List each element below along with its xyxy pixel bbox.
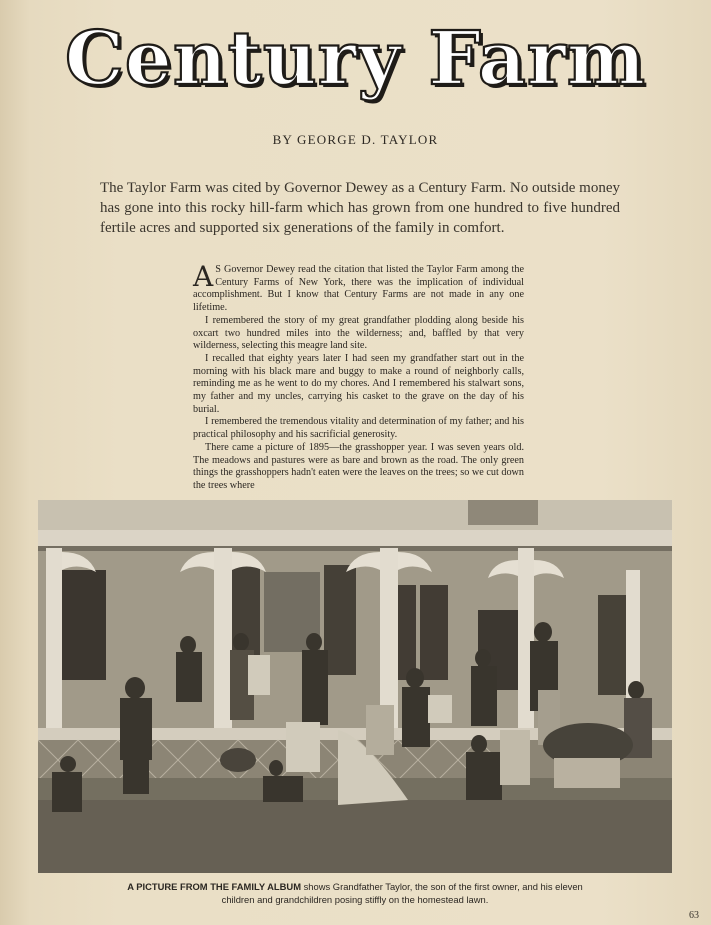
- body-paragraph: I remembered the tremendous vitality and determination of my father; and his practical philosophy and his sacrificial generosity.: [193, 416, 524, 441]
- body-paragraph: I recalled that eighty years later I had seen my grandfather start out in the morning with his black mare and buggy to make a round of neighborly calls, reminding me as he went to do my chores. And I remembered his stalwart sons, my father and my uncles, carrying his casket to the grave on the day of his burial.: [193, 352, 524, 415]
- body-paragraph: I remembered the story of my great grandfather plodding along beside his oxcart two hundred miles into the wilderness; and, baffled by that very wilderness, selecting this meagre land site.: [193, 314, 524, 352]
- body-paragraph-text: S Governor Dewey read the citation that listed the Taylor Farm among the Century Farms of New York, there was the implication of individual accomplishment. But I know that Century Farms are not made in any one lifetime.: [193, 264, 524, 314]
- body-paragraph: There came a picture of 1895—the grasshopper year. I was seven years old. The meadows and pastures were as bare and brown as the road. The only green things the grasshoppers hadn't eaten were the leaves on the trees; so we cut down the trees where: [193, 441, 524, 491]
- article-title: Century Farm: [64, 16, 647, 102]
- photo-caption: [120, 880, 590, 906]
- body-paragraph: [193, 260, 524, 315]
- article-lead: The Taylor Farm was cited by Governor Dewey as a Century Farm. No outside money has gone into this rocky hill-farm which has grown from one hundred to five hundred fertile acres and supported six generations of the family in comfort.: [100, 180, 620, 236]
- family-photo: [38, 500, 672, 873]
- page-number: 63: [689, 910, 699, 921]
- caption-text: shows Grandfather Taylor, the son of the first owner, and his eleven children and grandchildren posing stiffly on the homestead lawn.: [221, 881, 583, 905]
- drop-cap: A: [193, 260, 214, 293]
- article-body: [193, 260, 524, 493]
- article-byline: BY GEORGE D. TAYLOR: [272, 132, 439, 147]
- caption-lead: A PICTURE FROM THE FAMILY ALBUM: [127, 881, 302, 892]
